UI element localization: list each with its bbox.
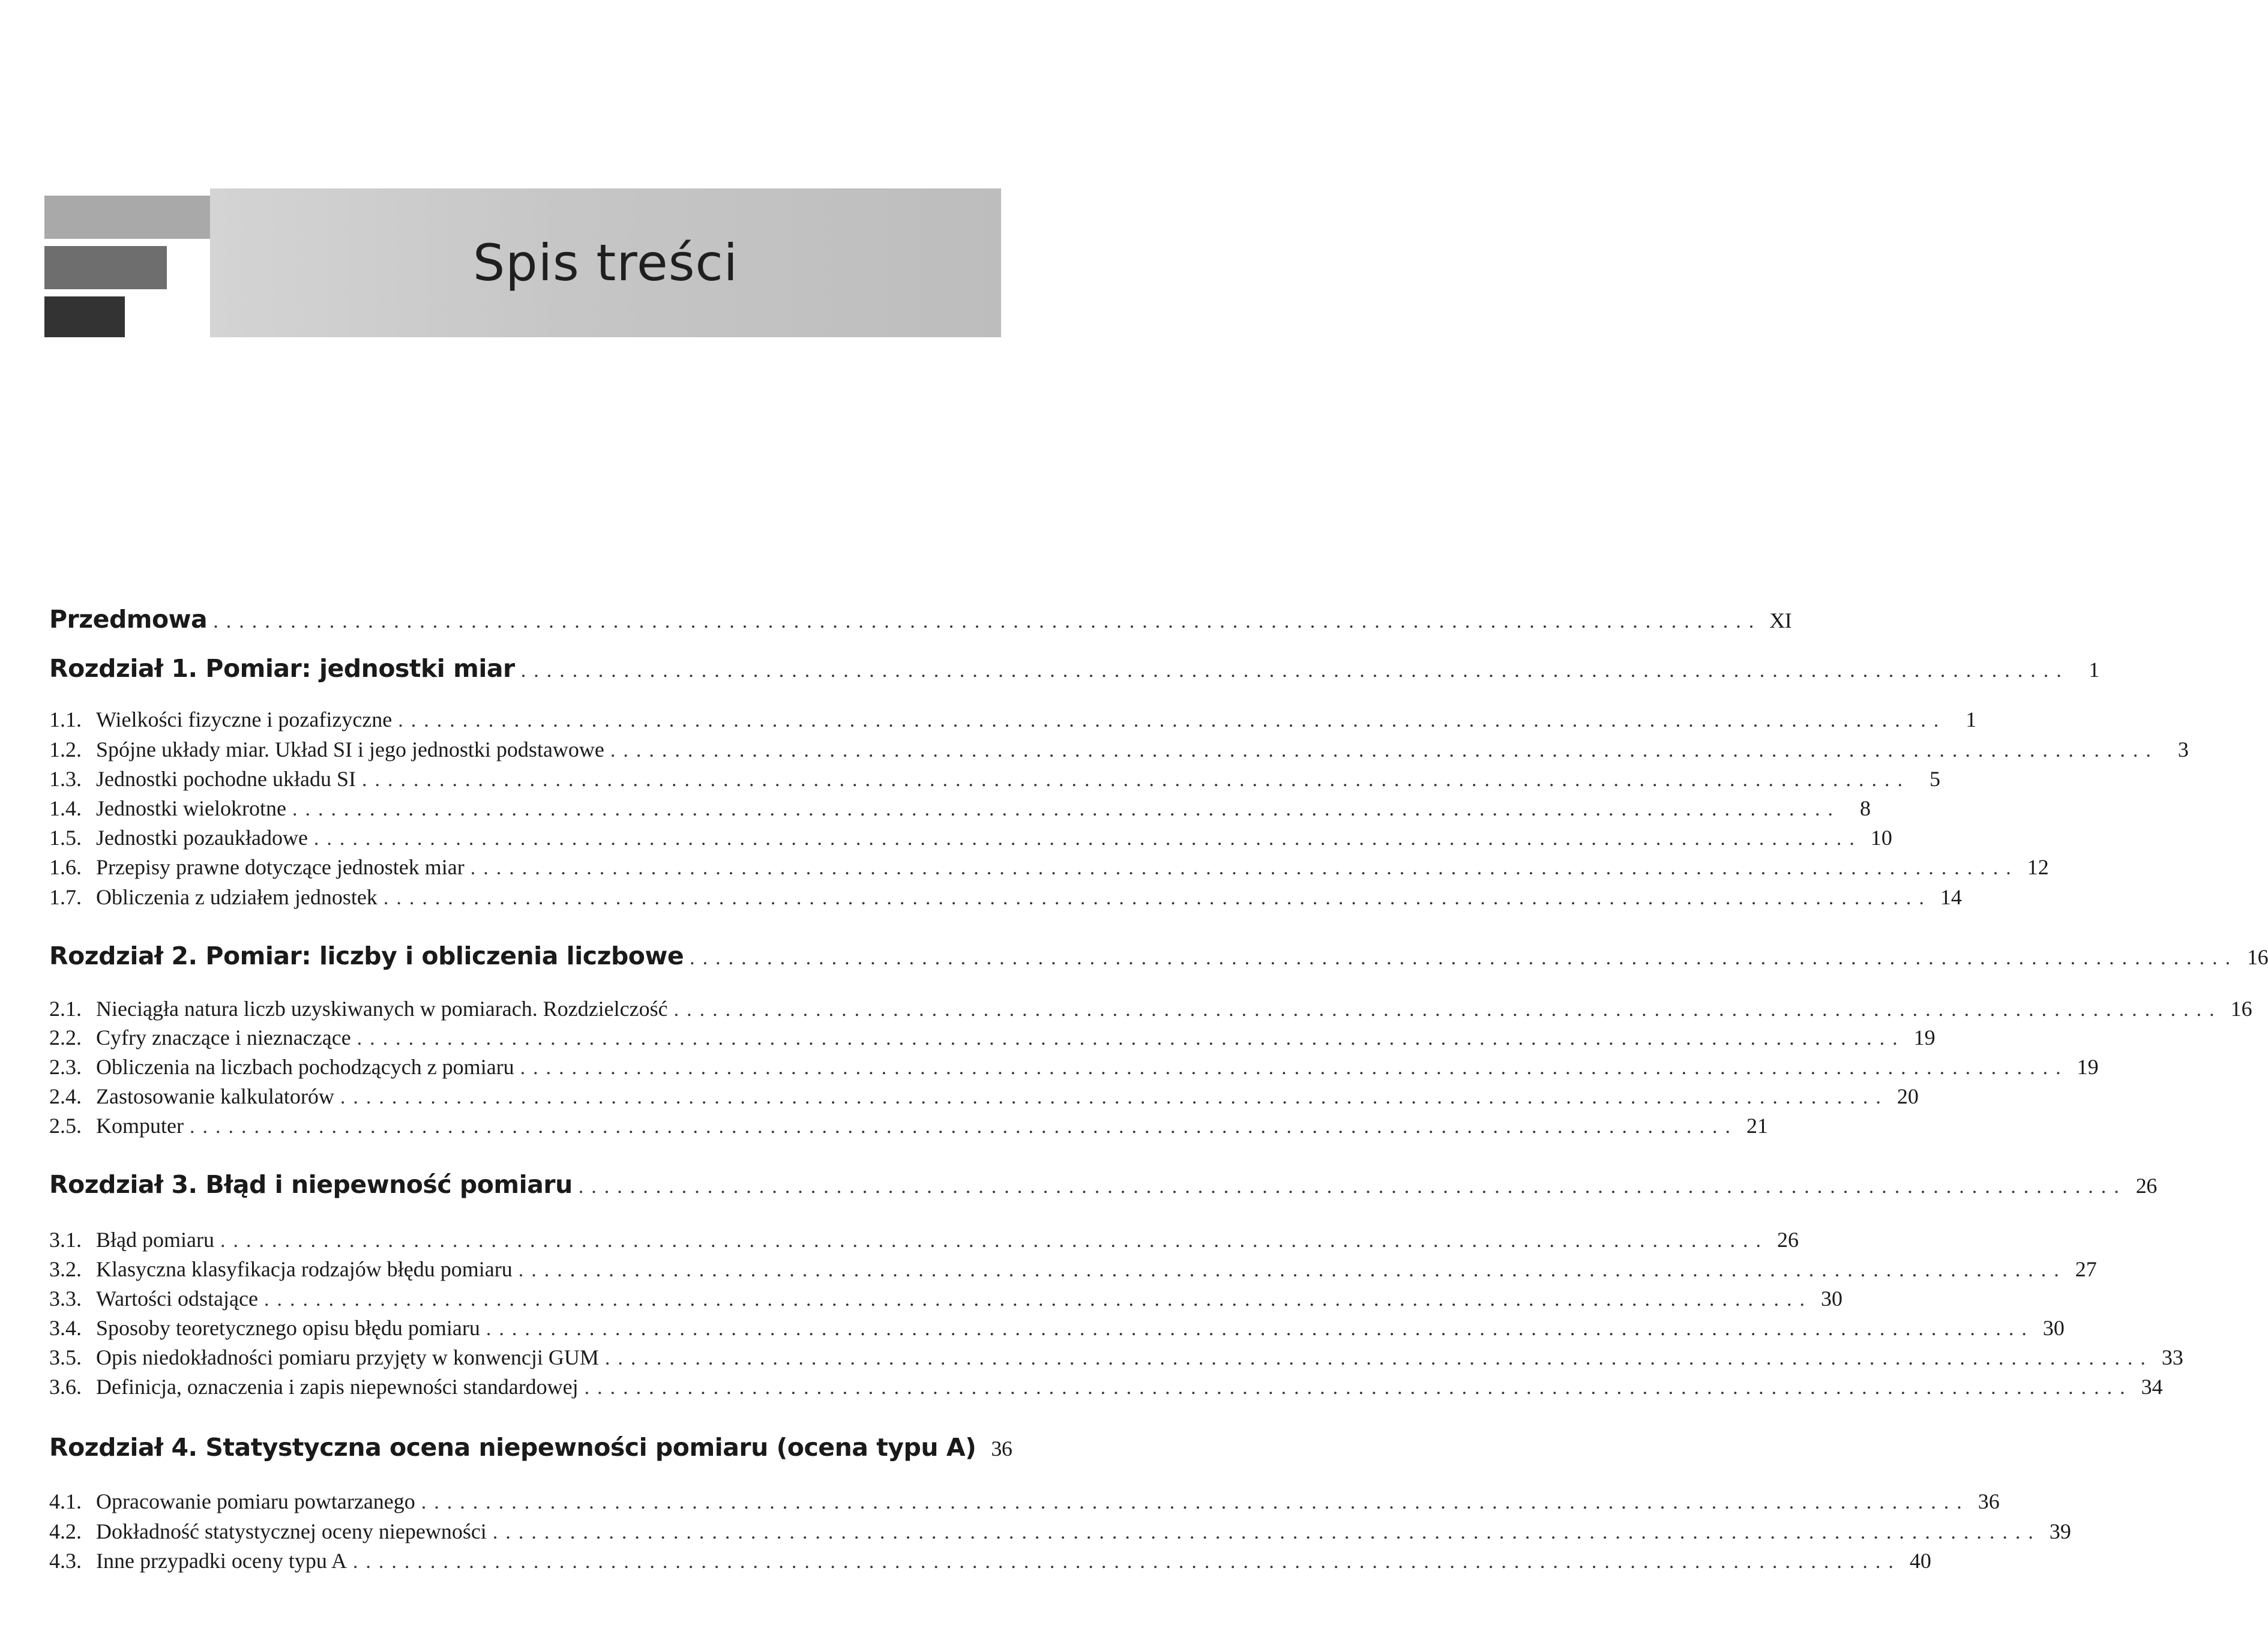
- dot-leader: ........................................................................................................................: [292, 798, 1841, 820]
- toc-entry-title: Wartości odstające: [96, 1287, 258, 1311]
- dot-leader: ........................................................................................................................: [356, 1027, 1906, 1050]
- dot-leader: ........................................................................................................................: [578, 1176, 2127, 1198]
- dot-leader: ........................................................................................................................: [604, 1347, 2153, 1369]
- toc-entry-number: 1.5.: [49, 826, 82, 850]
- toc-entry-number: 3.4.: [49, 1316, 82, 1340]
- decorative-bar-1: [44, 196, 211, 239]
- toc-entry-title: Wielkości fizyczne i pozafizyczne: [96, 707, 393, 731]
- toc-section-entry[interactable]: [49, 796, 1871, 821]
- toc-entry-number: 4.1.: [49, 1489, 82, 1513]
- decorative-bar-3: [44, 296, 125, 337]
- toc-section-entry[interactable]: [49, 825, 1892, 850]
- toc-entry-number: 1.6.: [49, 855, 82, 879]
- toc-entry-title: Klasyczna klasyfikacja rodzajów błędu pomiaru: [96, 1257, 513, 1281]
- toc-entry-page-number: 8: [1859, 796, 1871, 820]
- toc-entry-number: 3.2.: [49, 1257, 82, 1281]
- toc-entry-page-number: 34: [2141, 1375, 2163, 1399]
- dot-leader: ........................................................................................................................: [189, 1116, 1738, 1138]
- toc-entry-page-number: 5: [1929, 767, 1940, 791]
- toc-section-entry[interactable]: [49, 1345, 2183, 1370]
- page-title: Spis treści: [472, 233, 739, 292]
- toc-section-entry[interactable]: [49, 1054, 2099, 1080]
- toc-entry-number: 4.3.: [49, 1549, 82, 1573]
- toc-section-entry[interactable]: [49, 1113, 1768, 1138]
- toc-entry-page-number: 39: [2049, 1519, 2071, 1543]
- toc-entry-title: Zastosowanie kalkulatorów: [96, 1084, 334, 1108]
- toc-section-entry[interactable]: [49, 737, 2189, 762]
- toc-entry-number: 1.3.: [49, 767, 82, 791]
- toc-entry-page-number: XI: [1769, 608, 1792, 632]
- dot-leader: ........................................................................................................................: [213, 610, 1762, 632]
- toc-section-entry[interactable]: [49, 1084, 1919, 1109]
- toc-entry-page-number: 21: [1746, 1114, 1768, 1138]
- toc-chapter-entry[interactable]: [49, 654, 2099, 683]
- toc-entry-title: Definicja, oznaczenia i zapis niepewności standardowej: [96, 1375, 579, 1399]
- dot-leader: ........................................................................................................................: [610, 739, 2159, 761]
- toc-section-entry[interactable]: [49, 1286, 1842, 1311]
- toc-entry-page-number: 12: [2027, 855, 2049, 879]
- toc-entry-page-number: 36: [991, 1437, 1012, 1461]
- toc-section-entry[interactable]: [49, 1227, 1799, 1252]
- toc-entry-title: Jednostki pozaukładowe: [96, 826, 308, 850]
- header-banner: [0, 0, 1099, 360]
- toc-entry-title: Sposoby teoretycznego opisu błędu pomiaru: [96, 1316, 480, 1340]
- toc-entry-number: 3.3.: [49, 1287, 82, 1311]
- dot-leader: ........................................................................................................................: [520, 1057, 2069, 1079]
- toc-entry-page-number: 10: [1870, 826, 1892, 850]
- toc-entry-page-number: 26: [1776, 1228, 1799, 1252]
- toc-entry-page-number: 33: [2161, 1345, 2183, 1369]
- toc-section-entry[interactable]: [49, 1025, 1936, 1050]
- dot-leader: ........................................................................................................................: [352, 1551, 1901, 1573]
- toc-entry-page-number: 19: [2077, 1055, 2099, 1079]
- toc-entry-title: Inne przypadki oceny typu A: [96, 1549, 347, 1573]
- toc-chapter-entry[interactable]: [49, 605, 1792, 634]
- toc-entry-page-number: 40: [1909, 1549, 1931, 1573]
- toc-entry-title: Rozdział 2. Pomiar: liczby i obliczenia liczbowe: [49, 942, 684, 970]
- toc-entry-title: Rozdział 4. Statystyczna ocena niepewności pomiaru (ocena typu A): [49, 1433, 976, 1462]
- dot-leader: ........................................................................................................................: [220, 1230, 1769, 1252]
- toc-section-entry[interactable]: [49, 1257, 2097, 1282]
- toc-section-entry[interactable]: [49, 1548, 1931, 1573]
- toc-entry-title: Jednostki wielokrotne: [96, 796, 286, 820]
- toc-entry-title: Nieciągła natura liczb uzyskiwanych w pomiarach. Rozdzielczość: [96, 997, 668, 1021]
- toc-entry-title: Rozdział 1. Pomiar: jednostki miar: [49, 654, 515, 683]
- dot-leader: ........................................................................................................................: [263, 1288, 1812, 1311]
- toc-entry-number: 2.2.: [49, 1026, 82, 1050]
- toc-entry-page-number: 30: [2042, 1316, 2065, 1340]
- dot-leader: ........................................................................................................................: [492, 1521, 2041, 1543]
- toc-entry-page-number: 27: [2075, 1257, 2097, 1281]
- toc-entry-title: Opis niedokładności pomiaru przyjęty w konwencji GUM: [96, 1345, 599, 1369]
- toc-entry-title: Spójne układy miar. Układ SI i jego jednostki podstawowe: [96, 737, 604, 761]
- toc-entry-page-number: 19: [1913, 1026, 1936, 1050]
- toc-section-entry[interactable]: [49, 1374, 2163, 1399]
- toc-entry-number: 3.5.: [49, 1345, 82, 1369]
- toc-entry-title: Dokładność statystycznej oceny niepewności: [96, 1519, 487, 1543]
- toc-entry-title: Przepisy prawne dotyczące jednostek miar: [96, 855, 465, 879]
- toc-entry-title: Jednostki pochodne układu SI: [96, 767, 356, 791]
- toc-entry-page-number: 30: [1820, 1287, 1842, 1311]
- toc-section-entry[interactable]: [49, 885, 1962, 910]
- toc-entry-number: 4.2.: [49, 1519, 82, 1543]
- dot-leader: ........................................................................................................................: [383, 887, 1932, 909]
- toc-entry-page-number: 16: [2230, 997, 2252, 1021]
- dot-leader: ........................................................................................................................: [584, 1377, 2133, 1399]
- toc-section-entry[interactable]: [49, 707, 1977, 732]
- toc-entry-number: 2.1.: [49, 997, 82, 1021]
- toc-entry-title: Opracowanie pomiaru powtarzanego: [96, 1489, 415, 1513]
- dot-leader: ........................................................................................................................: [340, 1086, 1889, 1108]
- toc-section-entry[interactable]: [49, 996, 2252, 1021]
- toc-entry-title: Obliczenia na liczbach pochodzących z pomiaru: [96, 1055, 514, 1079]
- toc-section-entry[interactable]: [49, 766, 1940, 791]
- toc-entry-page-number: 1: [2089, 658, 2099, 682]
- dot-leader: ........................................................................................................................: [690, 947, 2239, 969]
- toc-entry-number: 3.6.: [49, 1375, 82, 1399]
- toc-entry-number: 1.2.: [49, 737, 82, 761]
- toc-chapter-entry[interactable]: [49, 1170, 2157, 1199]
- toc-entry-number: 2.3.: [49, 1055, 82, 1079]
- toc-entry-title: Komputer: [96, 1114, 184, 1138]
- toc-entry-number: 3.1.: [49, 1228, 82, 1252]
- toc-entry-number: 2.5.: [49, 1114, 82, 1138]
- dot-leader: ........................................................................................................................: [518, 1259, 2067, 1281]
- decorative-bar-2: [44, 246, 167, 289]
- toc-entry-page-number: 36: [1978, 1489, 2000, 1513]
- toc-section-entry[interactable]: [49, 1489, 2000, 1514]
- toc-entry-number: 1.1.: [49, 707, 82, 731]
- toc-entry-page-number: 14: [1940, 885, 1962, 909]
- toc-entry-page-number: 3: [2177, 737, 2189, 761]
- toc-section-entry[interactable]: [49, 1315, 2065, 1341]
- toc-entry-number: 1.7.: [49, 885, 82, 909]
- toc-section-entry[interactable]: [49, 1519, 2071, 1544]
- dot-leader: ........................................................................................................................: [673, 999, 2222, 1021]
- toc-entry-title: Przedmowa: [49, 605, 208, 634]
- toc-entry-page-number: 16: [2247, 945, 2268, 969]
- toc-entry-title: Błąd pomiaru: [96, 1228, 214, 1252]
- toc-entry-page-number: 1: [1966, 707, 1977, 731]
- toc-entry-number: 2.4.: [49, 1084, 82, 1108]
- dot-leader: ........................................................................................................................: [313, 828, 1862, 850]
- toc-entry-number: 1.4.: [49, 796, 82, 820]
- dot-leader: ........................................................................................................................: [361, 769, 1910, 791]
- toc-entry-title: Cyfry znaczące i nieznaczące: [96, 1026, 351, 1050]
- dot-leader: ........................................................................................................................: [398, 709, 1947, 731]
- toc-entry-page-number: 20: [1897, 1084, 1919, 1108]
- dot-leader: ........................................................................................................................: [421, 1491, 1970, 1513]
- toc-entry-title: Obliczenia z udziałem jednostek: [96, 885, 377, 909]
- toc-entry-page-number: 26: [2135, 1174, 2157, 1198]
- toc-chapter-entry[interactable]: [49, 1433, 1012, 1462]
- toc-section-entry[interactable]: [49, 855, 2049, 880]
- dot-leader: ........................................................................................................................: [520, 659, 2069, 682]
- toc-entry-title: Rozdział 3. Błąd i niepewność pomiaru: [49, 1170, 573, 1199]
- dot-leader: ........................................................................................................................: [470, 857, 2019, 879]
- dot-leader: ........................................................................................................................: [486, 1318, 2035, 1340]
- toc-chapter-entry[interactable]: [49, 942, 2268, 970]
